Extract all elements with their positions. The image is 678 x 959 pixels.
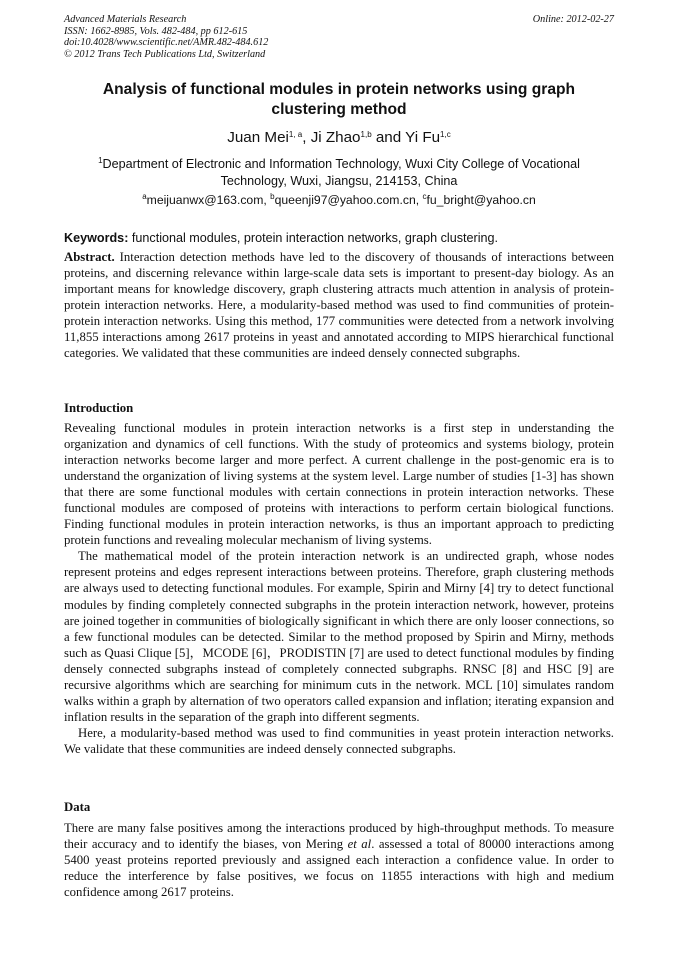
paragraph: Here, a modularity-based method was used to find communities in yeast protein interaction networks. We validate that these communities are indeed densely connected subgraphs. [64,725,614,756]
online-date: Online: 2012-02-27 [532,14,614,25]
paragraph: Revealing functional modules in protein interaction networks is a first step in understanding the organization and dynamics of cell functions. With the study of proteomics and systems biology, protein interaction networks become larger and more perfect. A current challenge in the post-genomic era is to understand the organization of living systems at the system level. Large number of studies [1-3] has shown that there are some functional modules with certain connections in protein interaction networks. These functional modules are composed of proteins with interactions to perform certain biological functions. Finding functional modules in protein interaction networks, is thus an important approach to predicting protein functions and revealing molecular mechanism of living systems. [64,421,614,548]
publication-header [64,14,614,60]
paragraph [64,820,614,900]
author-separator: , [302,129,311,146]
author-list [64,128,614,148]
section-heading-data: Data [64,800,91,814]
keywords [64,230,614,246]
paragraph: The mathematical model of the protein interaction network is an undirected graph, whose nodes represent proteins and edges represent interactions between proteins. Therefore, graph clustering methods are always used to detecting functional modules. For example, Spirin and Mirny [4] try to detect functional modules by finding completely connected subgraphs in the protein interaction network, however, proteins are joined together in communities of biologically significant in which there are only looser connections, so a few functional modules can be detected. Similar to the method proposed by Spirin and Mirny, methods such as Quasi Clique [5]，MCODE [6]，PRODISTIN [7] are used to detect functional modules by finding densely connected subgraphs instead of completely connected subgraphs. RNSC [8] and HSC [9] are recursive algorithms which are searching for minimum cuts in the network. MCL [10] simulates random walks within a graph by alternation of two operators called expansion and inflation; iterating expansion and inflation results in the separation of the graph into different segments. [64,549,614,724]
abstract-text: Interaction detection methods have led to the discovery of thousands of interactions between proteins, and discerning relevance within large-scale data sets is important to present-day biology. As an important means for knowledge discovery, graph clustering attracts much attention in analysis of protein-protein interaction networks. Here, a modularity-based method was used to find communities of protein-protein interaction networks. Using this method, 177 communities were detected from a network involving 11,855 interactions among 2617 proteins in yeast and annotated according to MIPS hierarchical functional categories. We validated that these communities are indeed densely connected subgraphs. [64,250,615,361]
data-italic: et al [347,837,372,852]
paper-title: Analysis of functional modules in protein networks using graph clustering method [102,81,576,118]
copyright-line: © 2012 Trans Tech Publications Ltd, Switzerland [64,48,266,60]
author-name: Yi Fu [405,129,441,146]
email-superscript: a [142,192,147,201]
data-text-after: . assessed a total of 80000 interactions among 5400 yeast proteins reported previously and assigned each interaction a confidence value. In order to reduce the interference by false positives, we focus on 11855 interactions with high and medium confidence among 2617 proteins. [64,837,614,900]
data-text-before: There are many false positives among the interactions produced by high-throughput methods. To measure their accuracy and to identify the biases, von Mering [64,821,614,852]
section-heading-introduction: Introduction [64,401,134,415]
abstract-label: Abstract. [64,250,115,264]
journal-name: Advanced Materials Research [64,14,187,25]
email-list: $^a$meijuanwx@163.com, $^b$queenji97@yahoo.com.cn, $^c$fu_bright@yahoo.cn [142,192,536,207]
keywords-label: Keywords: [64,231,129,245]
author-name: Ji Zhao [310,129,361,146]
abstract [64,249,614,361]
author-superscript: 1, a [288,130,303,139]
email-superscript: b [270,192,275,201]
author-separator: and [371,129,406,146]
email-address: queenji97@yahoo.com.cn [274,193,416,207]
affiliation-superscript: 1 [98,156,103,165]
author-superscript: 1,b [360,130,372,139]
email-address: meijuanwx@163.com [146,193,264,207]
keywords-text: functional modules, protein interaction networks, graph clustering. [131,231,499,245]
data-body [64,820,614,900]
email-address: fu_bright@yahoo.cn [426,193,536,207]
affiliation [64,156,614,190]
issn-line: ISSN: 1662-8985, Vols. 482-484, pp 612-615 [64,25,248,37]
affiliation-text: Department of Electronic and Information Technology, Wuxi City College of Vocational Technology, Wuxi, Jiangsu, 214153, China [102,157,580,188]
email-superscript: c [422,192,427,201]
author-superscript: 1,c [440,130,451,139]
doi-line: doi:10.4028/www.scientific.net/AMR.482-484.612 [64,37,269,49]
author-name: Juan Mei [227,129,289,146]
introduction-body [64,420,614,757]
